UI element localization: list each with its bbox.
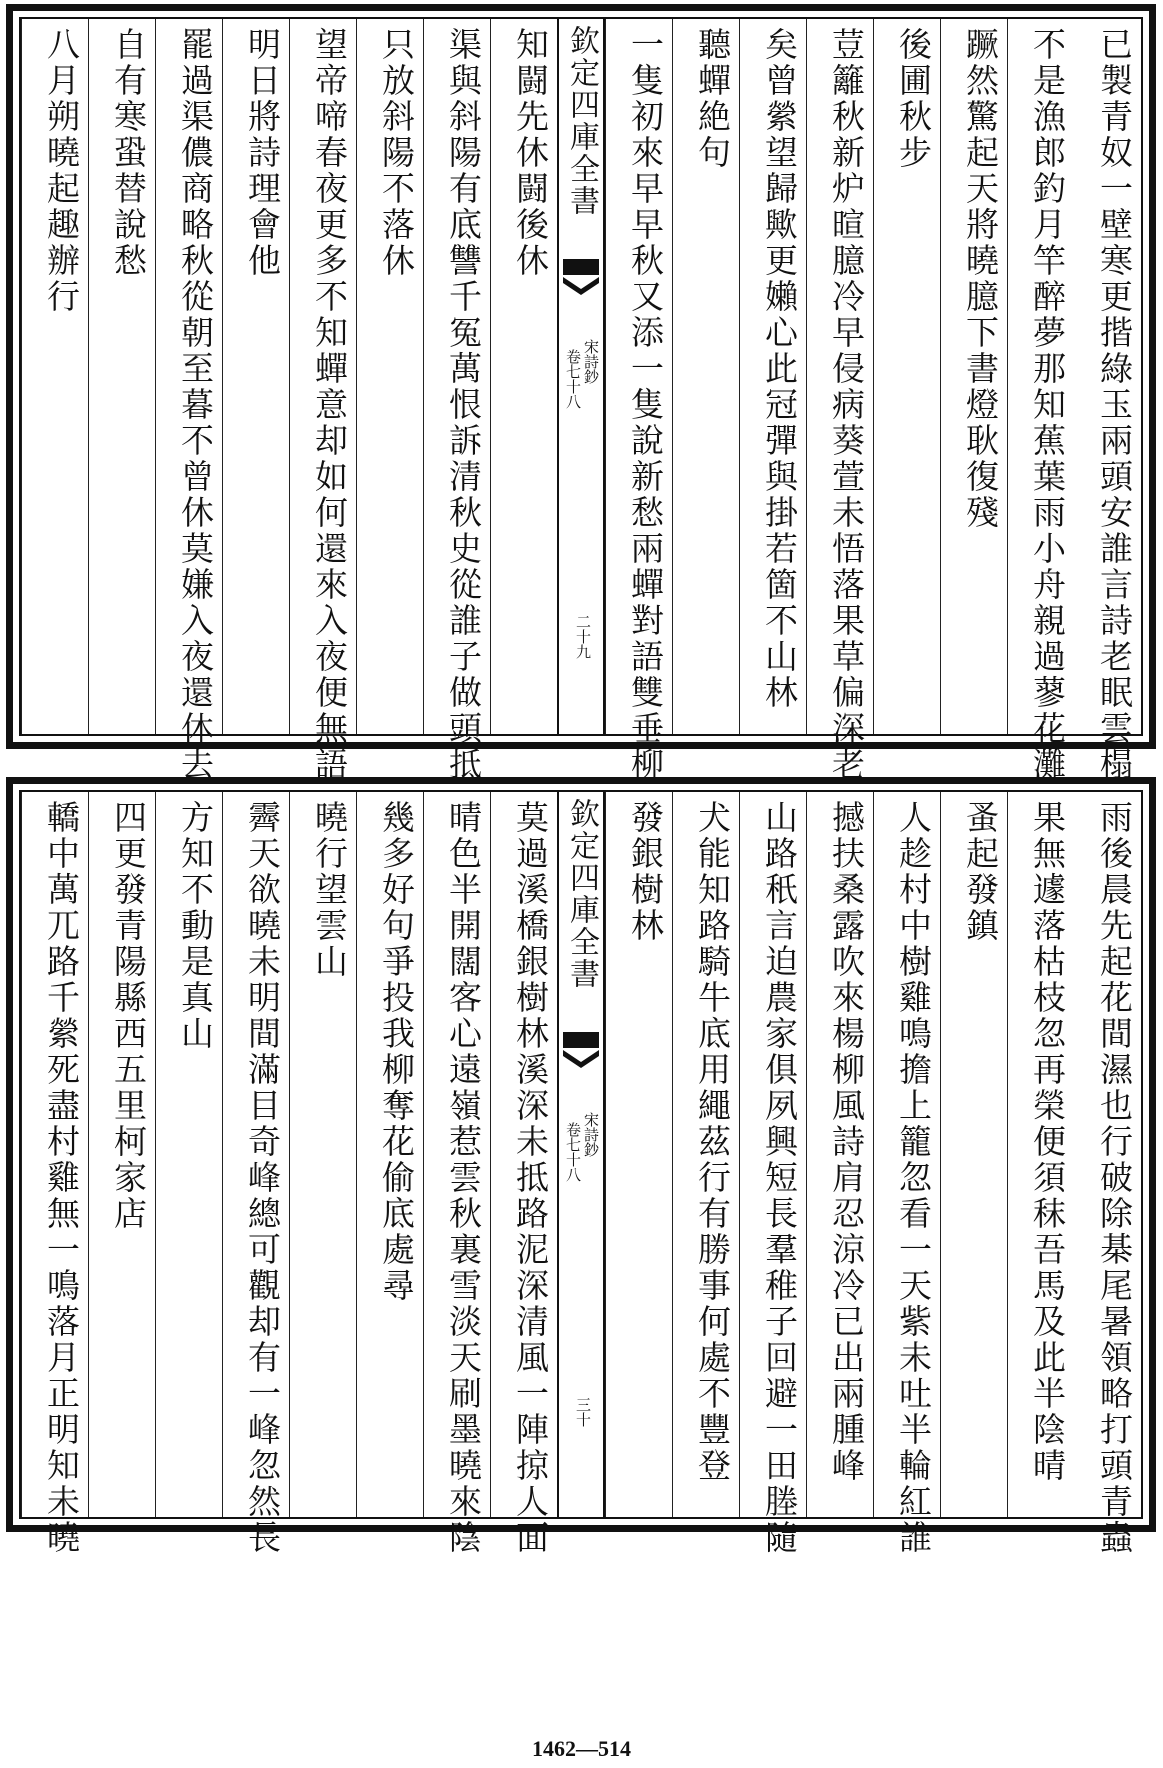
text-column: 明日將詩理會他 (222, 19, 289, 734)
fishtail-mark-icon (563, 259, 599, 295)
spine-margin (557, 792, 605, 1517)
text-column: 一隻初來早早秋又添一隻說新愁兩蟬對語雙垂柳 (605, 19, 672, 734)
bottom-page (6, 777, 1156, 1556)
text-column: 莫過溪橋銀樹林溪深未抵路泥深清風一陣掠人面 (490, 792, 557, 1517)
text-column: 知闘先休闘後休 (490, 19, 557, 734)
text-column: 自有寒蛩替說愁 (88, 19, 155, 734)
text-column: 山路秖言迫農家俱夙興短長羣稚子回避一田塍隨 (739, 792, 806, 1517)
text-column: 渠與斜陽有底讐千冤萬恨訴清秋史從誰子做頭抵 (423, 19, 490, 734)
page-number: 1462—514 (532, 1736, 631, 1761)
text-column: 轎中萬兀路千縈死盡村雞無一鳴落月正明知未曉 (21, 792, 88, 1517)
text-column: 發銀樹林 (605, 792, 672, 1517)
text-column: 撼扶桑露吹來楊柳風詩肩忍涼冷已出兩腫峰 (806, 792, 873, 1517)
text-column: 果無遽落枯枝忽再榮便須秣吾馬及此半陰晴 (1007, 792, 1074, 1517)
text-column: 曉行望雲山 (289, 792, 356, 1517)
spine-volume: 卷七十八 (564, 349, 582, 409)
text-column: 晴色半開闊客心遠嶺惹雲秋裏雪淡天刷墨曉來陰 (423, 792, 490, 1517)
spine-title: 欽定四庫全書 (564, 25, 599, 217)
text-column: 聽蟬絶句 (672, 19, 739, 734)
text-column: 矣曾縈望歸歟更嬾心此冠彈與掛若箇不山林 (739, 19, 806, 734)
text-column: 後圃秋步 (873, 19, 940, 734)
text-column: 犬能知路騎牛底用繩茲行有勝事何處不豐登 (672, 792, 739, 1517)
spine-margin (557, 19, 605, 734)
spine-title: 欽定四庫全書 (564, 798, 599, 990)
text-column: 罷過渠儂商略秋從朝至暮不曾休莫嫌入夜還休去 (155, 19, 222, 734)
text-column: 只放斜陽不落休 (356, 19, 423, 734)
text-column: 望帝啼春夜更多不知蟬意却如何還來入夜便無語 (289, 19, 356, 734)
spine-page-number: 二十九 (574, 614, 592, 659)
text-column: 荳籬秋新炉暄臆冷早侵病葵萱未悟落果草偏深老 (806, 19, 873, 734)
text-column: 四更發青陽縣西五里柯家店 (88, 792, 155, 1517)
text-column: 蹶然驚起天將曉臆下書燈耿復殘 (940, 19, 1007, 734)
text-column: 蚤起發鎮 (940, 792, 1007, 1517)
spine-book-name: 宋詩鈔 (582, 1112, 600, 1157)
spine-book-name: 宋詩鈔 (582, 339, 600, 384)
spine-page-number: 三十 (574, 1397, 592, 1427)
text-column: 人趁村中樹雞鳴擔上籠忽看一天紫未吐半輪紅誰 (873, 792, 940, 1517)
top-page (6, 4, 1156, 783)
text-column: 幾多好句爭投我柳奪花偷底處尋 (356, 792, 423, 1517)
text-column: 雨後晨先起花間濕也行破除棊尾暑領略打頭青蟲 (1095, 800, 1134, 1556)
text-column: 方知不動是真山 (155, 792, 222, 1517)
top-text-frame (19, 17, 1143, 783)
spine-volume: 卷七十八 (564, 1122, 582, 1182)
text-column: 不是漁郎釣月竿醉夢那知蕉葉雨小舟親過蓼花灘 (1007, 19, 1074, 734)
fishtail-mark-icon (563, 1032, 599, 1068)
text-column: 霽天欲曉未明間滿目奇峰總可觀却有一峰忽然長 (222, 792, 289, 1517)
text-column: 八月朔曉起趣辦行 (21, 19, 88, 734)
bottom-text-frame (19, 790, 1143, 1556)
text-column: 已製青奴一壁寒更揩綠玉兩頭安誰言詩老眠雲榻 (1095, 27, 1134, 783)
